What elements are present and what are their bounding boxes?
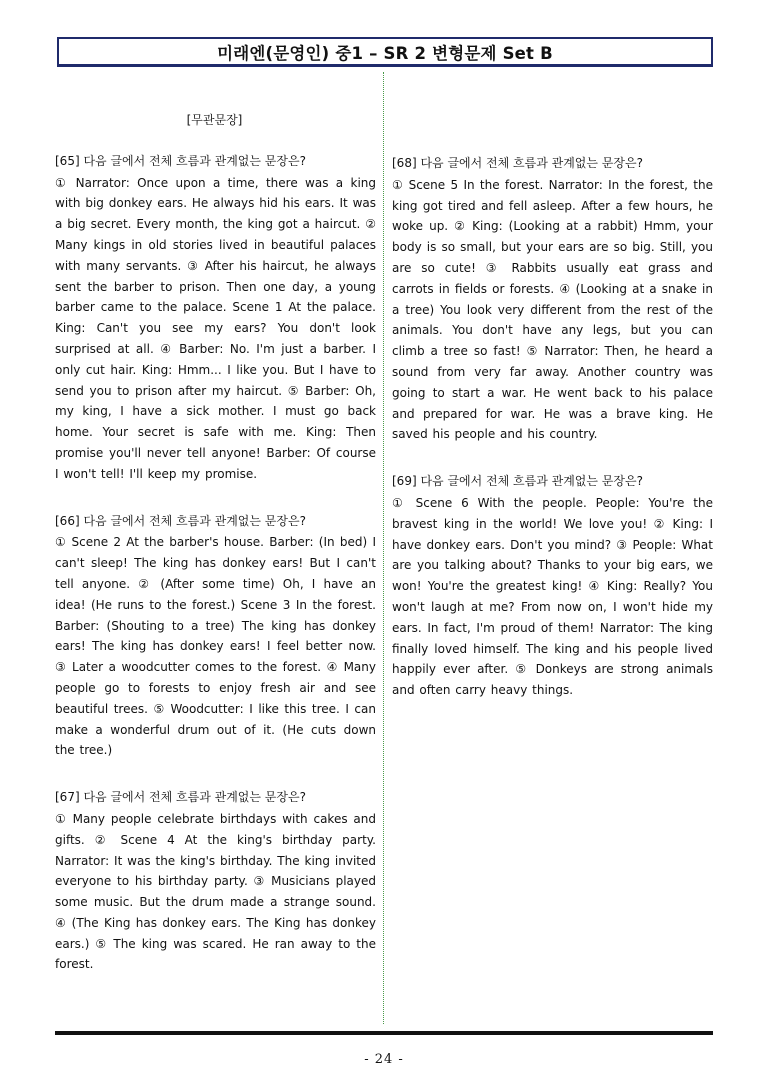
- question-68: [392, 149, 713, 445]
- question-heading: [69] 다음 글에서 전체 흐름과 관계없는 문장은?: [392, 474, 643, 489]
- question-passage: ① Scene 5 In the forest. Narrator: In the forest, the king got tired and fell asleep. After a few hours, he woke up. ② King: (Looking at a rabbit) Hmm, your body is so small, but your ears are so big. Still, you are so cute! ③ Rabbits usually eat grass and carrots in fields or forests. ④ (Looking at a snake in a tree) You look very different from the rest of the animals. You don't have any legs, but you can climb a tree so fast! ⑤ Narrator: Then, he heard a sound from very far away. Another country was going to start a war. He went back to his palace and prepared for war. He was a brave king. He saved his people and his country.: [392, 177, 713, 442]
- question-passage: ① Scene 6 With the people. People: You're the bravest king in the world! We love you! ② King: I have donkey ears. Don't you mind? ③ People: What are you talking about? Thanks to your big ears, we won! You're the greatest king! ④ King: Really? You won't laugh at me? From now on, I won't hide my ears. In fact, I'm proud of them! Narrator: The king finally loved himself. The king and his people lived happily ever after. ⑤ Donkeys are strong animals and often carry heavy things.: [392, 495, 713, 698]
- page-number: - 24 -: [364, 1052, 404, 1067]
- section-label: [무관문장]: [186, 113, 243, 127]
- question-65: [55, 147, 376, 485]
- question-69: [392, 467, 713, 701]
- question-heading: [67] 다음 글에서 전체 흐름과 관계없는 문장은?: [55, 790, 306, 805]
- document-title: 미래엔(문영인) 중1 – SR 2 변형문제 Set B: [217, 43, 553, 63]
- question-passage: ① Scene 2 At the barber's house. Barber: (In bed) I can't sleep! The king has donkey ears! But I can't tell anyone. ② (After some time) Oh, I have an idea! (He runs to the forest.) Scene 3 In the forest. Barber: (Shouting to a tree) The king has donkey ears! The king has donkey ears! I feel better now. ③ Later a woodcutter comes to the forest. ④ Many people go to forests to enjoy fresh air and see beautiful trees. ⑤ Woodcutter: I like this tree. I can make a wonderful drum out of it. (He cuts down the tree.): [55, 535, 376, 758]
- question-heading: [65] 다음 글에서 전체 흐름과 관계없는 문장은?: [55, 153, 306, 168]
- question-67: [55, 783, 376, 975]
- question-passage: ① Many people celebrate birthdays with cakes and gifts. ② Scene 4 At the king's birthday party. Narrator: It was the king's birthday. The king invited everyone to his birthday party. ③ Musicians played some music. But the drum made a strange sound. ④ (The King has donkey ears. The King has donkey ears.) ⑤ The king was scared. He ran away to the forest.: [55, 811, 376, 972]
- left-column: [55, 110, 376, 997]
- footer-rule: [55, 1031, 713, 1035]
- column-divider: [383, 72, 384, 1024]
- question-heading: [66] 다음 글에서 전체 흐름과 관계없는 문장은?: [55, 513, 306, 528]
- question-66: [55, 507, 376, 762]
- right-column: [392, 149, 713, 723]
- question-passage: ① Narrator: Once upon a time, there was a king with big donkey ears. He always hid his ears. It was a big secret. Every month, the king got a haircut. ② Many kings in old stories lived in beautiful palaces with many servants. ③ After his haircut, he always sent the barber to prison. Then one day, a young barber came to the palace. Scene 1 At the palace. King: Can't you see my ears? You don't look surprised at all. ④ Barber: No. I'm just a barber. I only cut hair. King: Hmm... I like you. But I have to send you to prison after my haircut. ⑤ Barber: Oh, my king, I have a sick mother. I must go back home. Your secret is safe with me. King: Then promise you'll never tell anyone! Barber: Of course I won't tell! I'll keep my promise.: [55, 175, 376, 481]
- document-header: [57, 37, 713, 67]
- question-heading: [68] 다음 글에서 전체 흐름과 관계없는 문장은?: [392, 156, 643, 170]
